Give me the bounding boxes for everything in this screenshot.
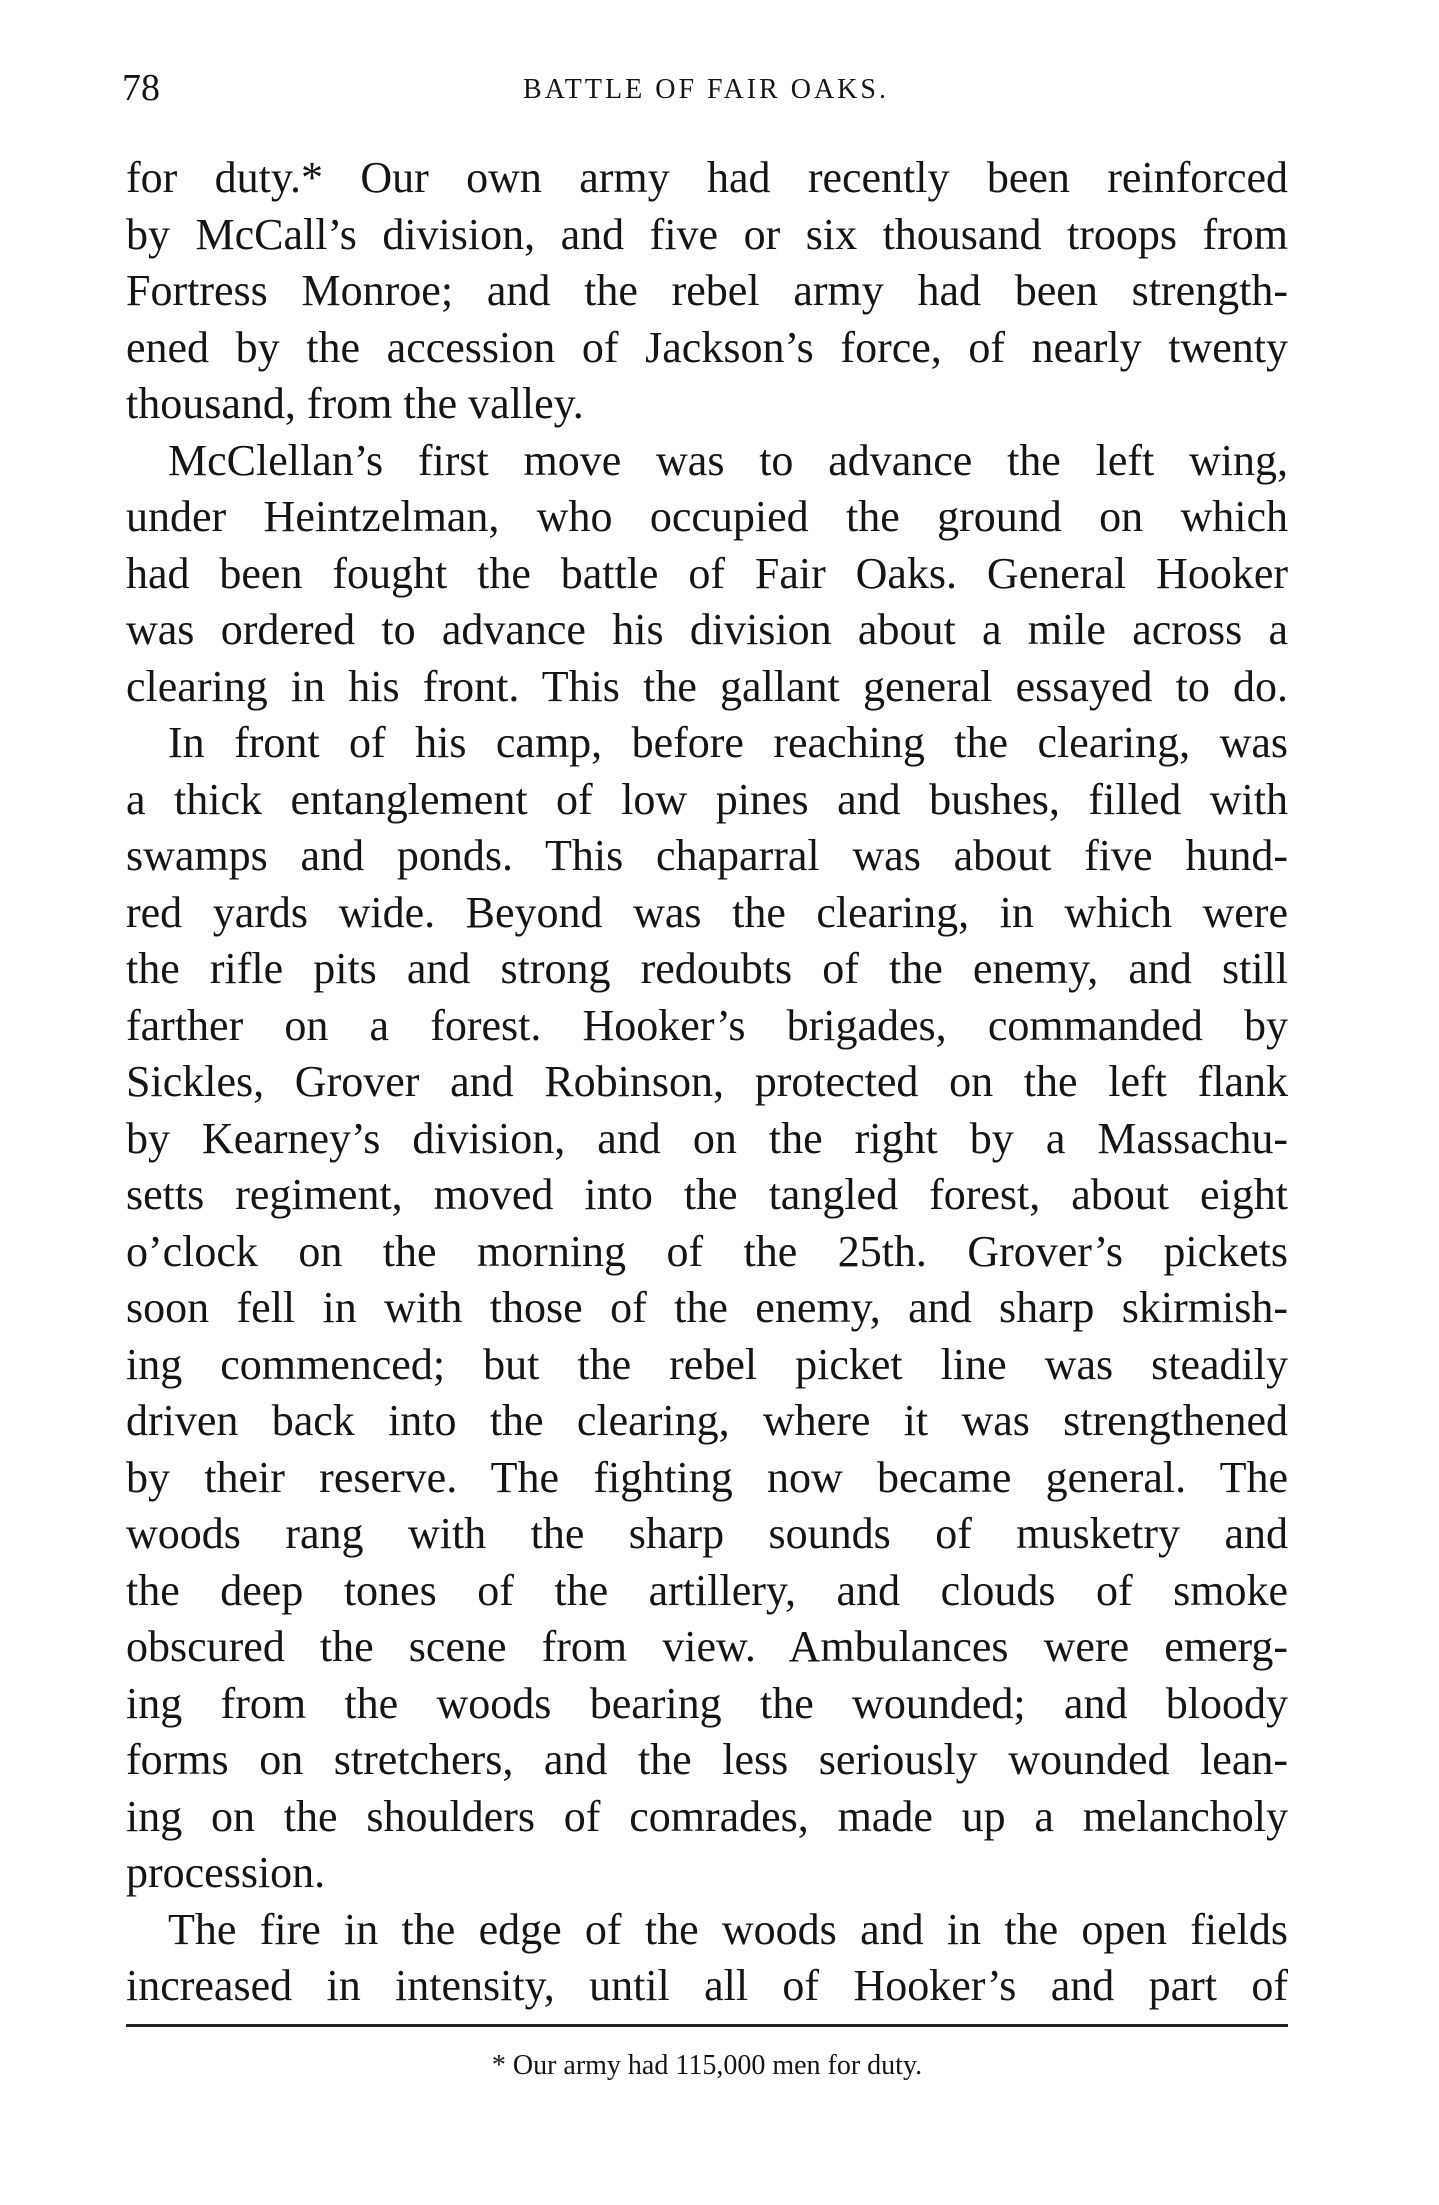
text-line: The fire in the edge of the woods and in the open fields	[168, 1904, 1288, 1954]
text-line: setts regiment, moved into the tangled forest, about eight	[126, 1170, 1288, 1219]
text-line: for duty.* Our own army had recently been reinforced	[126, 153, 1288, 202]
text-line: a thick entanglement of low pines and bushes, filled with	[126, 774, 1288, 824]
text-line: ing from the woods bearing the wounded; and bloody	[126, 1678, 1288, 1728]
text-line: o’clock on the morning of the 25th. Grover’s pickets	[126, 1226, 1288, 1276]
footnote-rule	[126, 2024, 1288, 2027]
text-line: was ordered to advance his division about a mile across a	[126, 605, 1288, 654]
body-text	[126, 150, 1288, 2015]
text-line: ened by the accession of Jackson’s force, of nearly twenty	[126, 322, 1288, 372]
text-line: woods rang with the sharp sounds of musketry and	[126, 1509, 1288, 1558]
page-number: 78	[122, 67, 160, 109]
text-line: soon fell in with those of the enemy, and sharp skirmish-	[126, 1283, 1288, 1332]
text-line: McClellan’s first move was to advance the left wing,	[168, 435, 1288, 485]
text-line: In front of his camp, before reaching the clearing, was	[168, 718, 1288, 767]
text-line: thousand, from the valley.	[126, 379, 584, 428]
text-line: farther on a forest. Hooker’s brigades, commanded by	[126, 1000, 1288, 1050]
text-line: by Kearney’s division, and on the right by a Massachu-	[126, 1113, 1288, 1163]
text-line: Sickles, Grover and Robinson, protected on the left flank	[126, 1057, 1288, 1106]
text-line: the deep tones of the artillery, and clouds of smoke	[126, 1565, 1288, 1615]
footnote: * Our army had 115,000 men for duty.	[491, 2050, 923, 2081]
text-line: ing commenced; but the rebel picket line was steadily	[126, 1339, 1288, 1389]
running-title: BATTLE OF FAIR OAKS.	[523, 74, 889, 105]
text-line: by their reserve. The fighting now became general. The	[126, 1452, 1288, 1502]
text-line: by McCall’s division, and five or six thousand troops from	[126, 209, 1288, 259]
text-line: increased in intensity, until all of Hooker’s and part of	[126, 1961, 1288, 2010]
text-line: Fortress Monroe; and the rebel army had been strength-	[126, 266, 1288, 315]
text-line: forms on stretchers, and the less seriously wounded lean-	[126, 1735, 1288, 1784]
text-line: procession.	[126, 1848, 326, 1897]
text-line: red yards wide. Beyond was the clearing, in which were	[126, 887, 1288, 937]
text-line: clearing in his front. This the gallant general essayed to do.	[126, 661, 1288, 711]
text-line: driven back into the clearing, where it was strengthened	[126, 1396, 1288, 1445]
text-line: under Heintzelman, who occupied the ground on which	[126, 492, 1288, 541]
text-line: had been fought the battle of Fair Oaks. General Hooker	[126, 548, 1288, 598]
text-line: swamps and ponds. This chaparral was about five hund-	[126, 831, 1288, 880]
running-head	[122, 66, 1290, 110]
text-line: obscured the scene from view. Ambulances were emerg-	[126, 1622, 1288, 1671]
text-line: ing on the shoulders of comrades, made up a melancholy	[126, 1791, 1288, 1841]
text-line: the rifle pits and strong redoubts of the enemy, and still	[126, 944, 1288, 993]
